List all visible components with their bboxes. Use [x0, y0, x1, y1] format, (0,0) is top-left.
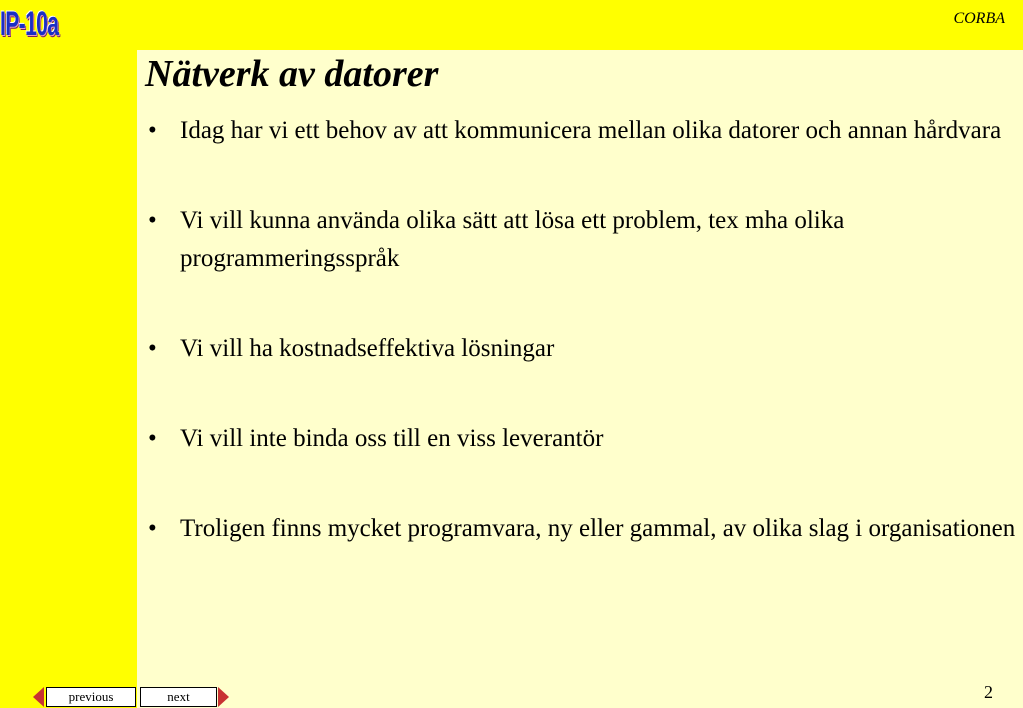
next-button[interactable]: next: [140, 687, 217, 707]
bullet-item: • Vi vill kunna använda olika sätt att lösa ett problem, tex mha olika programmeringsspråk: [137, 202, 1017, 278]
slide-topic: CORBA: [953, 10, 1005, 27]
slide-title: Nätverk av datorer: [145, 53, 439, 95]
bullet-item: • Troligen finns mycket programvara, ny eller gammal, av olika slag i organisationen: [137, 510, 1017, 548]
slide-content: [137, 50, 1023, 708]
top-band: [0, 0, 1023, 50]
previous-arrow-icon[interactable]: [33, 687, 44, 707]
bullet-list: [137, 112, 1017, 548]
slide-navigation: [33, 687, 233, 707]
bullet-item: • Vi vill ha kostnadseffektiva lösningar: [137, 330, 1017, 368]
previous-button[interactable]: previous: [46, 687, 136, 707]
next-arrow-icon[interactable]: [218, 687, 229, 707]
bullet-item: • Idag har vi ett behov av att kommunicera mellan olika datorer och annan hårdvara: [137, 112, 1017, 150]
bullet-item: • Vi vill inte binda oss till en viss leverantör: [137, 420, 1017, 458]
page-number: 2: [984, 682, 993, 702]
course-logo: IP-10a: [0, 5, 59, 43]
